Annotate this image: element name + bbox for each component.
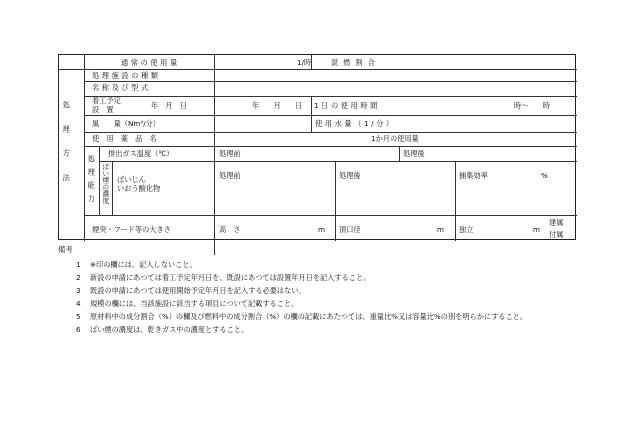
percent-unit: %: [541, 171, 548, 180]
before-treatment-label-2: 処理前: [219, 171, 241, 180]
construction-date-label: 着工予定: [92, 96, 121, 105]
attached-label-1: 建属: [549, 218, 564, 227]
row-divider: [84, 81, 577, 82]
col-divider: [311, 96, 312, 132]
note-item: 5 原材料中の成分割合（%）の欄及び燃料中の成分割合（%）の欄の記載にあたつては、重量比%又は容量比%の別を明らかにすること。: [76, 312, 528, 321]
water-usage-label: 使用水量（1/分）: [315, 119, 396, 128]
exhaust-temp-label: 排出ガス温度（℃）: [108, 149, 174, 158]
col-divider: [214, 69, 215, 255]
attached-label-2: 付属: [549, 230, 564, 239]
col-divider: [399, 146, 400, 161]
row-divider: [59, 69, 577, 70]
monthly-usage-label: 1か月の使用量: [371, 134, 419, 143]
normal-use-label: 通常の使用量: [121, 58, 180, 67]
diameter-unit: m: [437, 225, 445, 234]
date-placeholder-2: 年 月 日: [252, 101, 303, 110]
col-divider: [99, 146, 100, 215]
soot-dust-label: ばいじん: [117, 175, 146, 184]
treatment-method-form: [58, 54, 576, 240]
mixed-burn-ratio-label: 混燃割合: [331, 58, 380, 67]
date-placeholder: 年 月 日: [151, 101, 187, 110]
row-divider: [84, 215, 577, 216]
note-item: 4 規模の欄には、当該施設に該当する項目について記載すること。: [76, 299, 299, 308]
time-range: 時～ 時: [514, 101, 550, 110]
col-divider: [455, 161, 456, 241]
note-item: 6 ばい煙の濃度は、乾きガス中の濃度とすること。: [76, 325, 249, 334]
note-item: 2 新設の申請にあつては着工予定年月日を、既設にあつては設置年月日を記入すること。: [76, 273, 371, 282]
independent-label: 独立: [459, 225, 474, 234]
sulfur-oxide-label: いおう酸化物: [117, 184, 161, 193]
col-divider: [84, 55, 85, 241]
facility-type-label: 処理施設の種類: [92, 71, 161, 80]
col-divider: [214, 55, 215, 69]
after-treatment-label: 処理後: [403, 149, 425, 158]
after-treatment-label-2: 処理後: [339, 171, 361, 180]
capacity-label: 処理能力: [87, 155, 97, 208]
before-treatment-label: 処理前: [219, 149, 241, 158]
col-divider: [335, 161, 336, 241]
col-divider: [112, 161, 113, 215]
capture-efficiency-label: 捕集効率: [459, 171, 488, 180]
chimney-size-label: 煙突・フード等の大きさ: [92, 225, 171, 234]
soot-concentration-label: ばい煙の濃度: [100, 163, 109, 204]
unit-per-hour: 1/時: [297, 58, 312, 67]
chemical-name-label: 使 用 薬 品 名: [92, 134, 157, 143]
row-divider: [84, 96, 577, 97]
row-divider: [84, 115, 577, 116]
row-divider: [99, 161, 577, 162]
installation-date-label: 設 置: [92, 105, 114, 114]
daily-hours-label: 1日の使用時間: [314, 101, 380, 110]
outlet-diameter-label: 頂口径: [339, 225, 361, 234]
independent-unit: m: [533, 225, 541, 234]
note-item: 1 ※印の欄には、記入しないこと。: [76, 260, 197, 269]
notes-header: 備考: [58, 245, 73, 254]
name-model-label: 名称及び型式: [92, 83, 151, 92]
row-divider: [84, 132, 577, 133]
height-unit: m: [318, 225, 326, 234]
section-label: 処理方法: [62, 101, 72, 198]
note-item: 3 既設の申請にあつては使用開始予定年月日を記入する必要はない。: [76, 286, 306, 295]
height-label: 高 さ: [219, 225, 241, 234]
row-divider: [84, 146, 577, 147]
air-volume-label: 風 量（Nm³/分）: [92, 119, 160, 128]
